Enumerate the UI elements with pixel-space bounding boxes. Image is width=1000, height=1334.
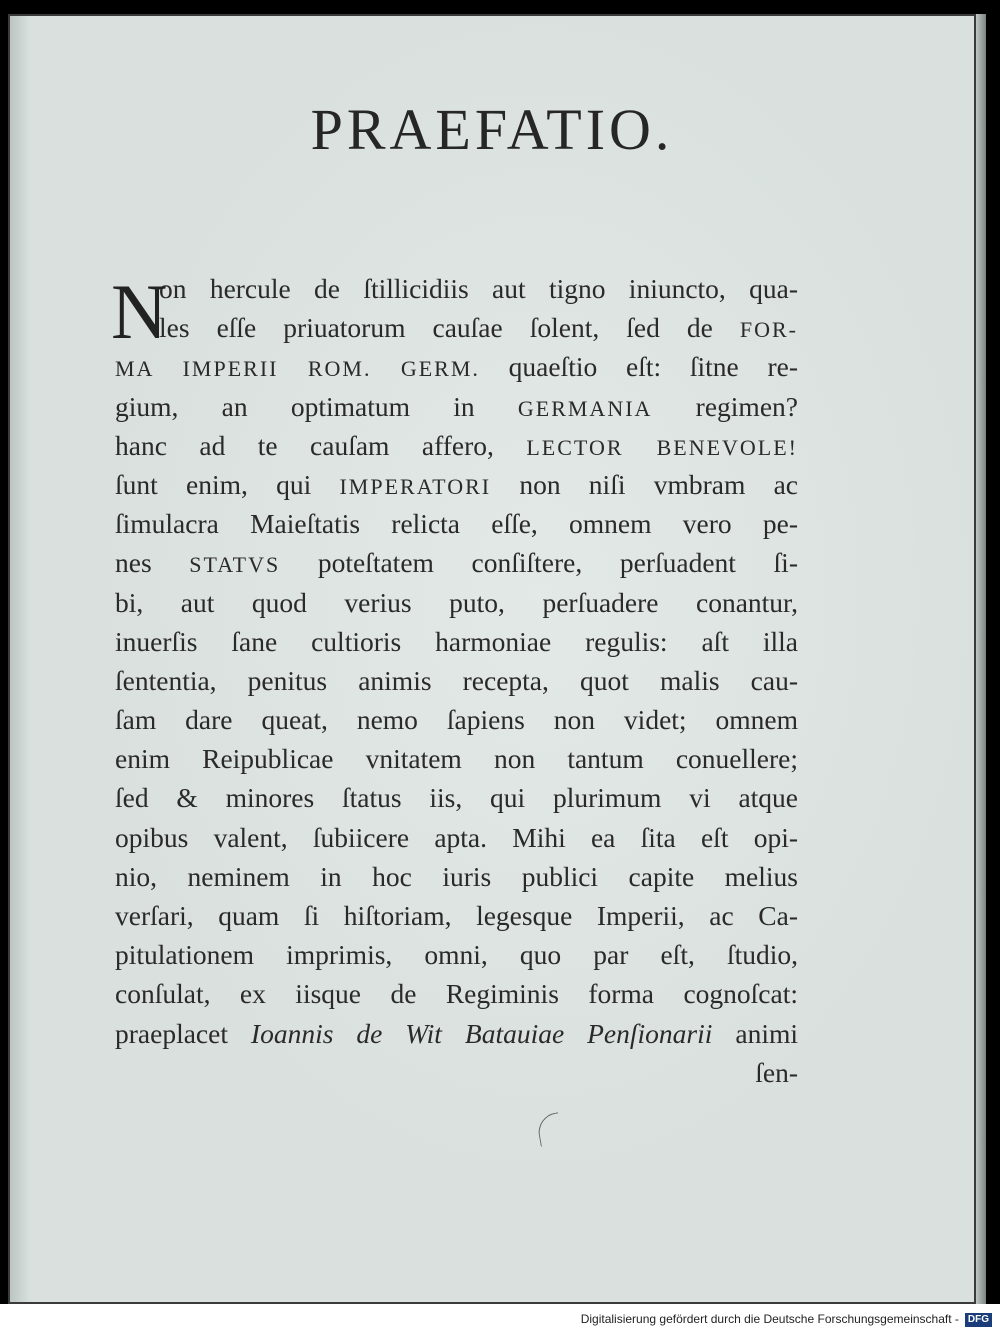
text-segment: animi: [712, 1017, 798, 1049]
text-line: [115, 583, 798, 622]
text-line: [115, 700, 798, 739]
text-segment: conſulat, ex iisque de Regiminis forma cognoſcat:: [115, 978, 798, 1010]
text-segment: gium, an optimatum in: [115, 390, 518, 422]
text-segment: ſententia, penitus animis recepta, quot malis cau-: [115, 664, 798, 696]
text-segment: opibus valent, ſubiicere apta. Mihi ea ſita eſt opi-: [115, 821, 798, 853]
text-segment: ſen-: [755, 1056, 798, 1088]
text-segment: verſari, quam ſi hiſtoriam, legesque Imperii, ac Ca-: [115, 900, 798, 931]
text-segment: on hercule de ſtillicidiis aut tigno iniuncto, qua-: [159, 273, 798, 304]
footer-credit: Digitalisierung gefördert durch die Deutsche Forschungsgemeinschaft -: [580, 1312, 959, 1326]
text-line: [115, 739, 798, 778]
page-edge: [976, 14, 986, 1304]
drop-cap: N: [111, 268, 168, 355]
text-segment: les eſſe priuatorum cauſae ſolent, ſed de: [159, 312, 740, 344]
small-caps-text: STATVS: [189, 552, 281, 578]
text-line: [115, 857, 798, 896]
text-segment: ſimulacra Maieſtatis relicta eſſe, omnem vero pe-: [115, 508, 798, 540]
paper-mark: [535, 1112, 563, 1147]
text-line: [115, 504, 798, 543]
text-segment: hanc ad te cauſam affero,: [115, 429, 527, 461]
text-line: [115, 661, 798, 700]
text-lines: [115, 269, 798, 1092]
text-line: [115, 778, 798, 817]
small-caps-text: FOR-: [739, 317, 798, 343]
text-segment: ſam dare queat, nemo ſapiens non videt; omnem: [115, 704, 798, 736]
small-caps-text: IMPERATORI: [339, 473, 492, 499]
text-segment: ſed & minores ſtatus iis, qui plurimum vi atque: [115, 782, 798, 814]
text-line: [115, 465, 798, 504]
text-segment: nio, neminem in hoc iuris publici capite melius: [115, 860, 798, 892]
text-segment: inuerſis ſane cultioris harmoniae regulis: aſt illa: [115, 625, 798, 657]
text-line: [115, 974, 798, 1013]
small-caps-text: LECTOR BENEVOLE!: [526, 434, 798, 460]
text-line: [115, 269, 798, 308]
text-line: [115, 622, 798, 661]
small-caps-text: MA IMPERII ROM. GERM.: [115, 356, 480, 382]
text-line: [115, 426, 798, 465]
text-line: [115, 818, 798, 857]
text-line: [115, 935, 798, 974]
book-page: [8, 14, 976, 1304]
body-text: [111, 268, 799, 1092]
text-segment: praeplacet: [115, 1017, 251, 1049]
text-segment: ſunt enim, qui: [115, 468, 340, 500]
text-segment: bi, aut quod verius puto, perſuadere conantur,: [115, 586, 798, 618]
page-title: PRAEFATIO.: [310, 97, 674, 162]
text-line: [115, 1014, 798, 1053]
text-segment: nes: [115, 547, 190, 579]
text-line: [115, 1053, 798, 1092]
text-segment: poteſtatem conſiſtere, perſuadent ſi-: [280, 547, 798, 579]
text-line: [115, 347, 798, 386]
italic-text: Ioannis de Wit Batauiae Penſionarii: [250, 1017, 713, 1049]
text-segment: pitulationem imprimis, omni, quo par eſt, ſtudio,: [115, 939, 798, 971]
small-caps-text: GERMANIA: [517, 395, 653, 421]
text-line: [115, 387, 798, 426]
text-line: [115, 543, 798, 582]
dfg-logo: DFG: [965, 1313, 992, 1327]
text-segment: regimen?: [652, 390, 798, 422]
footer-bar: [0, 1304, 1000, 1334]
text-line: [115, 896, 798, 935]
text-line: [115, 308, 798, 347]
text-segment: non niſi vmbram ac: [491, 468, 798, 500]
text-segment: enim Reipublicae vnitatem non tantum conuellere;: [115, 743, 798, 775]
text-segment: quaeſtio eſt: ſitne re-: [479, 351, 799, 383]
